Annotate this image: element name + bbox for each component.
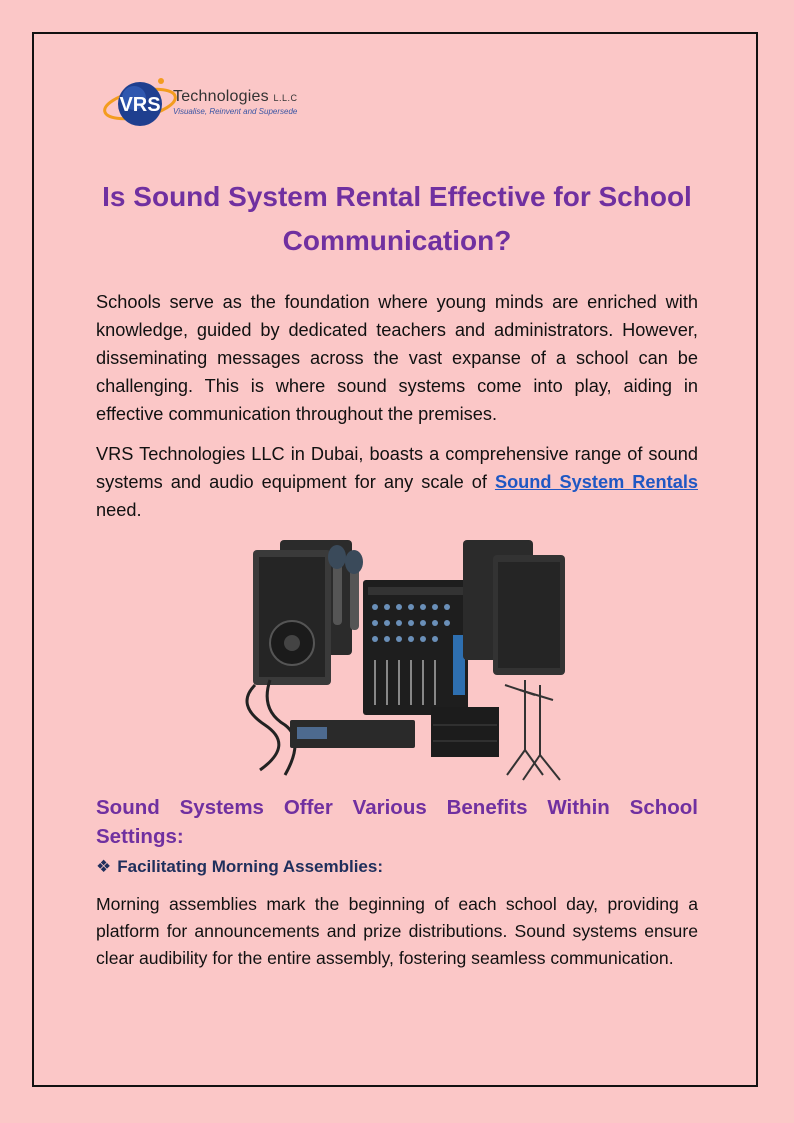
page-title: Is Sound System Rental Effective for School Communication?	[102, 181, 692, 256]
logo-suffix: L.L.C	[273, 93, 298, 103]
assembly-paragraph: Morning assemblies mark the beginning of each school day, providing a platform for announcements and prize distributions. Sound systems ensure clear audibility for the entire assembly, fostering seamless communication.	[96, 894, 698, 968]
offer-text-before: VRS Technologies LLC in Dubai, boasts a comprehensive range of sound systems and audio equipment for any scale of	[96, 444, 698, 492]
benefits-heading: Sound Systems Offer Various Benefits Within School Settings:	[96, 796, 698, 848]
offer-text-after: need.	[96, 500, 142, 520]
intro-paragraph: Schools serve as the foundation where young minds are enriched with knowledge, guided by dedicated teachers and administrators. However, disseminating messages across the vast expanse of a school can be challenging. This is where sound systems come into play, aiding in effective communication throughout the premises.	[96, 292, 698, 424]
sound-equipment-image	[235, 535, 580, 785]
logo-wordmark	[173, 88, 297, 116]
assemblies-subheading-text: Facilitating Morning Assemblies:	[117, 857, 383, 876]
assemblies-subheading	[96, 855, 383, 879]
sound-system-rentals-link[interactable]: Sound System Rentals	[494, 472, 698, 492]
logo-name: Technologies	[173, 88, 269, 105]
logo-badge-text: VRS	[119, 94, 161, 116]
offer-paragraph	[96, 440, 698, 524]
bullet-diamond-icon: ❖	[96, 857, 112, 876]
logo-tagline: Visualise, Reinvent and Supersede	[173, 107, 298, 116]
